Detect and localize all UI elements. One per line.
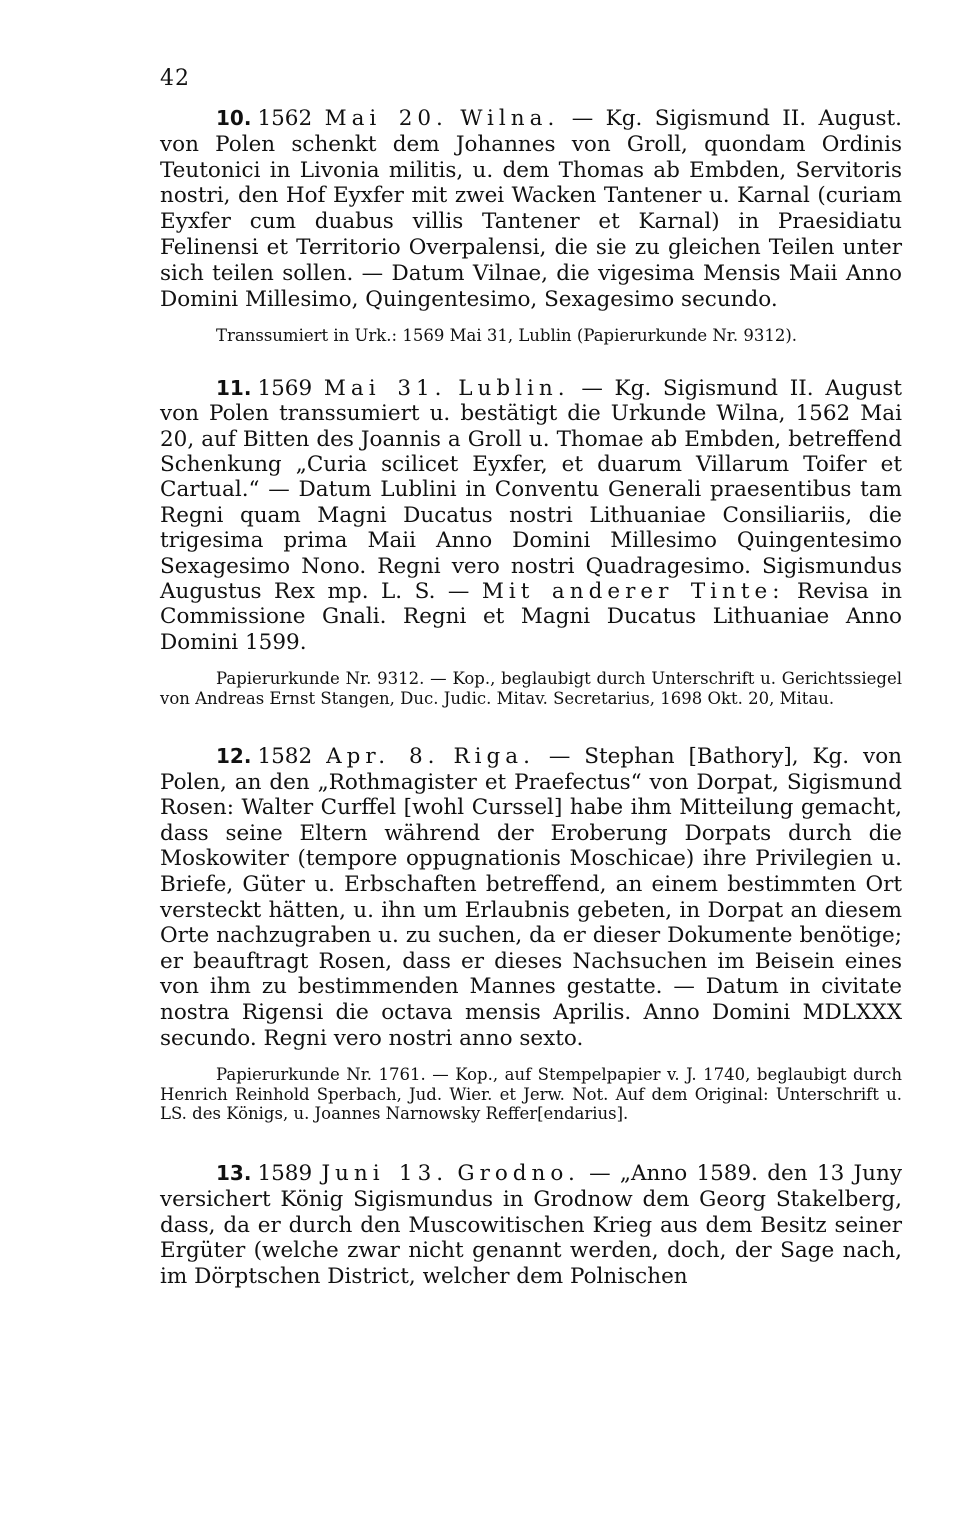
entry-body [160,376,902,655]
entry-text: — Kg. Sigismund II. August von Polen transsumiert u. bestätigt die Urkunde Wilna, 1562 Mai 20, auf Bitten des Joannis a Groll u. Thomae ab Embden, betreffend Schenkung „Curia scilicet Eyxfer, et duarum Villarum Toifer et Cartual.“ — Datum Lublini in Conventu Generali praesentibus tam Regni quam Magni Ducatus nostri Lithuaniae Consiliariis, die trigesima prima Maii Anno Domini Millesimo Quingentesimo Sexagesimo Nono. Regni vero nostri Quadragesimo. Sigismundus Augustus Rex mp. L. S. — [160,375,902,605]
entry-text: — „Anno 1589. den 13 Juny versichert König Sigismundus in Grodnow dem Georg Stakelberg, dass, da er durch den Muscowitischen Krieg aus dem Besitz seiner Ergüter (welche zwar nicht genannt werden, doch, der Sage nach, im Dörptschen District, welcher dem Polnischen [160,1161,902,1289]
entry-text: — Stephan [Bathory], Kg. von Polen, an den „Rothmagister et Praefectus“ von Dorpat, Sigismund Rosen: Walter Curffel [wohl Curssel] habe ihm Mitteilung gemacht, dass seine Eltern während der Eroberung Dorpats durch die Moskowiter (tempore oppugnationis Moschicae) ihre Privilegien u. Briefe, Güter u. Erbschaften betreffend, an einem bestimmten Ort versteckt hätten, u. ihn um Erlaubnis gebeten, in Dorpat an diesem Orte nachzugraben u. zu suchen, da er dieser Dokumente benötige; er beauftragt Rosen, dass er dieses Nachsuchen im Beisein eines von ihm zu bestimmenden Mannes gestatte. — Datum in civitate nostra Rigensi die octava mensis Aprilis. Anno Domini MDLXXX secundo. Regni vero nostri anno sexto. [160,744,902,1051]
entry-place: Riga. [453,744,535,770]
entry-body [160,106,902,312]
page-number: 42 [160,66,190,91]
entry-text-after: Revisa in Commissione Gnali. Regni et Magni Ducatus Lithuaniae Anno Domini 1599. [160,579,903,655]
entry-month-day: Mai 31. [323,375,447,401]
entry-body [160,1161,902,1289]
entry-10 [160,106,902,346]
entry-place: Wilna. [460,106,560,131]
entry-place: Lublin. [458,375,570,401]
entry-month-day: Apr. 8. [326,744,440,770]
entry-body [160,744,902,1051]
entry-date: 1562 [257,106,313,131]
document-column [160,106,902,1289]
entry-13 [160,1161,902,1289]
entry-month-day: Mai 20. [324,106,448,131]
entry-note: Papierurkunde Nr. 9312. — Kop., beglaubigt durch Unterschrift u. Gerichtssiegel von Andreas Ernst Stangen, Duc. Judic. Mitav. Secretarius, 1698 Okt. 20, Mitau. [160,669,902,708]
entry-date: 1589 [257,1161,313,1187]
entry-note: Transsumiert in Urk.: 1569 Mai 31, Lublin (Papierurkunde Nr. 9312). [216,326,798,346]
entry-month-day: Juni 13. [321,1161,449,1187]
entry-place: Grodno. [457,1161,580,1187]
entry-date: 1569 [257,375,313,401]
entry-spaced-phrase: Mit anderer Tinte: [481,579,785,605]
entry-text: — Kg. Sigismund II. August. von Polen schenkt dem Johannes von Groll, quondam Ordinis Teutonici in Livonia militis, u. dem Thomas ab Embden, Servitoris nostri, den Hof Eyxfer mit zwei Wacken Tantener u. Karnal (curiam Eyxfer cum duabus villis Tantener et Karnal) in Praesidiatu Felinensi et Territorio Overpalensi, die sie zu gleichen Teilen unter sich teilen sollen. — Datum Vilnae, die vigesima Mensis Maii Anno Domini Millesimo, Quingentesimo, Sexagesimo secundo. [160,106,902,312]
entry-number: 12. [216,744,252,769]
entry-number: 13. [216,1161,252,1186]
entry-number: 11. [216,375,252,400]
entry-number: 10. [216,106,252,130]
entry-note: Papierurkunde Nr. 1761. — Kop., auf Stempelpapier v. J. 1740, beglaubigt durch Henrich Reinhold Sperbach, Jud. Wier. et Jerw. Not. Auf dem Original: Unterschrift u. LS. des Königs, u. Joannes Narnowsky Reffer[endarius]. [160,1065,902,1123]
entry-date: 1582 [257,744,313,770]
entry-11 [160,376,902,708]
entry-12 [160,744,902,1123]
